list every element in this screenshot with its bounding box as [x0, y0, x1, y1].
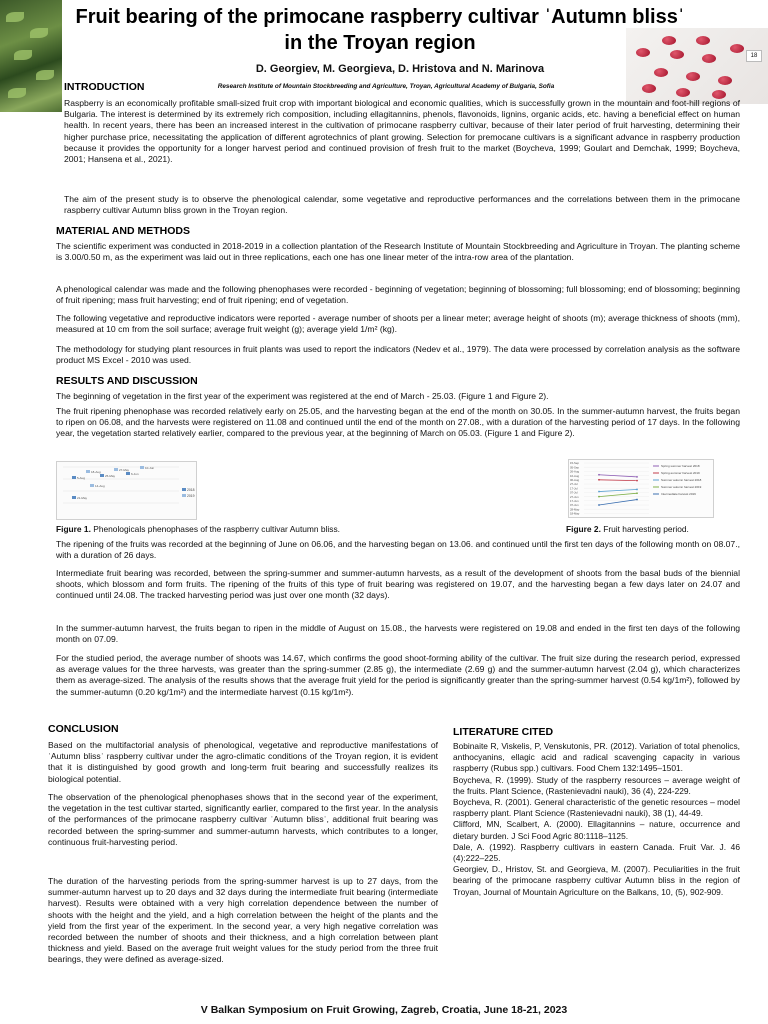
results-paragraph-6: For the studied period, the average number of shoots was 14.67, which confirms the good shoot-forming ability of the cultivar. The fruit size during the research period, expressed as average values for the three harvests, was greater than the spring-summer (2.85 g), the intermediate (2.69 g) and the summer-autumn harvest (2.04 g), which characterizes them as average-sized. The analysis of the results shows that the average fruit yield for the period is significantly greater than the spring-summer harvest (0.54 kg/1m²), followed by the summer-autumn (0.20 kg/1m²) and the intermediate harvest (0.15 kg/1m²).: [56, 653, 740, 697]
harvest-point: [636, 480, 638, 482]
methods-paragraph-3: The following vegetative and reproductive indicators were reported - average number of shoots per a linear meter; average height of shoots (m); average thickness of shoots (mm), measured at 10 cm from the soil surface; average fruit weight (g); average yield 1/m² (kg).: [56, 313, 740, 335]
reference-item: Clifford, MN, Scalbert, A. (2000). Ellagitannins – nature, occurrence and dietary burden. J Sci Food Agric 80:1118–1125.: [453, 819, 740, 841]
harvest-point: [598, 496, 600, 498]
conclusion-paragraph-1: Based on the multifactorial analysis of phenological, vegetative and reproductive manifestations of ˈAutumn blissˈ raspberry cultivar under the agro-climatic conditions of the Troyan region, it is evident that it is distinguished by good growth and long-term fruit bearing and successfully realizes its biological potential.: [48, 740, 438, 784]
figure-2-svg: [569, 460, 713, 517]
phenophase-label: 21-May: [77, 496, 88, 500]
introduction-paragraph-2: The aim of the present study is to observe the phenological calendar, some vegetative and reproductive performances and the correlations between them in the primocane raspberry cultivar Autumn bliss grown in the Troyan region.: [64, 194, 740, 216]
conference-footer: V Balkan Symposium on Fruit Growing, Zagreb, Croatia, June 18-21, 2023: [200, 1004, 568, 1016]
methods-paragraph-2: A phenological calendar was made and the following phenophases were recorded - beginning of vegetation; beginning of blossoming; full blossoming; end of blossoming; beginning of fruit ripening; mass fruit harvesting; end of fruit ripening; end of vegetation.: [56, 284, 740, 306]
phenophase-label: 14-Aug: [95, 484, 105, 488]
y-tick-label: 05-Sep: [570, 465, 580, 470]
y-tick-label: 06-Aug: [570, 478, 580, 482]
phenophase-marker: [140, 466, 144, 469]
figure-1-caption: [56, 524, 340, 534]
legend-swatch-2019: [182, 494, 186, 497]
results-paragraph-4: Intermediate fruit bearing was recorded, between the spring-summer and summer-autumn harvests, as a result of the development of shoots from the basal buds of the biennial shoots, which blossom and form fruits. The ripening of the fruits of this type of fruit bearing was registered on 19.07, and the harvesting began a few days later on 24.07 and continued until 24.08. The tracked harvesting period was just over one month (32 days).: [56, 568, 740, 601]
y-tick-label: 28-May: [570, 507, 580, 512]
literature-list: [453, 741, 740, 898]
phenophase-marker: [100, 474, 104, 477]
conclusion-paragraph-3: The duration of the harvesting periods from the spring-summer harvest is up to 27 days, from the summer-autumn harvest up to 20 days and 32 days during the intermediate fruit bearing (intermediate harvest). Results were obtained with a very high correlation dependence between the number of shoots with the height and the yield, and a high correlation between the height of the plants and the yield from the first year of the experiment. In the second year, a very high negative correlation was recorded between the number of shoots and their thickness, and a high correlation between plant thickness and yield. Based on the average fruit weight values for the study period from the three fruit bearings, they were defined as average-sized.: [48, 876, 438, 965]
y-tick-label: 15-Sep: [570, 461, 580, 466]
results-heading: RESULTS AND DISCUSSION: [56, 375, 198, 387]
y-tick-label: 18-May: [570, 511, 580, 516]
legend-swatch-2018: [182, 488, 186, 491]
reference-item: Dale, A. (1992). Raspberry cultivars in eastern Canada. Fruit Var. J. 46 (4):222–225.: [453, 841, 740, 864]
phenophase-label: 6-Jun: [131, 472, 139, 476]
legend-2018: 2018: [187, 488, 195, 492]
harvest-point: [636, 476, 638, 478]
conclusion-heading: CONCLUSION: [48, 723, 119, 735]
legend-2019: 2019: [187, 494, 195, 498]
results-paragraph-2: The fruit ripening phenophase was recorded relatively early on 25.05, and the harvesting began at the end of the month on 30.05. In the summer-autumn harvest, the fruits began to ripen on 06.08, and the harvests were registered on 11.08 and continued until the end of the month on 27.08., with a duration of the harvesting period of 17 days. In the following year, the vegetation started relatively earlier, compared to the previous year, at the beginning of March on 05.03. (Figure 1 and Figure 2).: [56, 406, 740, 439]
harvest-point: [598, 474, 600, 476]
phenophase-marker: [126, 472, 130, 475]
y-tick-label: 17-Jul: [570, 486, 578, 491]
phenophase-marker: [72, 476, 76, 479]
y-tick-label: 07-Jun: [570, 503, 579, 508]
reference-item: Bobinaite R, Viskelis, P, Venskutonis, PR. (2012). Variation of total phenolics, anthocyanins, ellagic acid and radical scavenging capacity in various raspberry (Rubus spp.) cultivars. Food Chem 132:1495–1501.: [453, 741, 740, 774]
figure-1-svg: [57, 462, 196, 519]
methods-heading: MATERIAL AND METHODS: [56, 225, 190, 237]
introduction-paragraph-1: Raspberry is an economically profitable small-sized fruit crop with important biological and economic qualities, which is successfully grown in the mountain and foot-hill regions of Bulgaria. The interest is determined by its extremely rich composition, including ellagitannins, phenols, flavonoids, lignins, organic acids, etc. having a beneficial effect on human health. In recent years, there has been an increased interest in the cultivation of primocane raspberry cultivar, because of their later period of fruit harvesting, determining their higher purchase price, necessitating the application of different agrotechnics of plant growing. Selection for premocane cultivars is a significant advance in raspberry production because it provides the opportunity for a longer harvest period and continued provision of fresh fruit to the market (Boycheva, 1999; Goulart and Demchak, 1999; Boycheva, 2001; Hansena et al., 2021).: [64, 98, 740, 165]
figure-1-label: Figure 1.: [56, 524, 91, 534]
poster-title: Fruit bearing of the primocane raspberry cultivar ˈAutumn blissˈ in the Troyan region: [75, 6, 685, 54]
plant-photo: [0, 0, 62, 112]
harvest-point: [636, 499, 638, 501]
phenophase-marker: [72, 496, 76, 499]
harvest-point: [598, 479, 600, 481]
authors: D. Georgiev, M. Georgieva, D. Hristova and N. Marinova: [255, 63, 545, 75]
literature-heading: LITERATURE CITED: [453, 726, 554, 738]
y-tick-label: 26-Aug: [570, 469, 580, 474]
y-tick-label: 27-Jun: [570, 494, 579, 499]
phenophase-marker: [90, 484, 94, 487]
figure-2-caption: [566, 524, 689, 534]
phenophase-label: 18-Aug: [91, 470, 101, 474]
legend-entry: Spring-summer harvest 2019: [661, 471, 700, 475]
phenophase-marker: [114, 468, 118, 471]
legend-entry: Intermediate harvest 2019: [661, 492, 696, 496]
photo-scale-tag: 18: [746, 50, 762, 62]
phenophase-marker: [86, 470, 90, 473]
harvest-point: [636, 489, 638, 491]
harvest-point: [598, 504, 600, 506]
y-tick-label: 07-Jul: [570, 490, 578, 495]
legend-entry: Summer autumn harvest 2019: [661, 485, 702, 489]
methods-paragraph-1: The scientific experiment was conducted in 2018-2019 in a collection plantation of the Research Institute of Mountain Stockbreeding and Agriculture in Troyan. The planting scheme is 3.00/0.50 m, as the experiment was laid out in three replications, each one has one linear meter of the intra-row area of the plantation.: [56, 241, 740, 263]
figure-1-caption-text: Phenologicals phenophases of the raspberry cultivar Autumn bliss.: [90, 524, 340, 534]
harvest-point: [636, 492, 638, 494]
figure-1-phenophases-chart: [56, 461, 197, 520]
results-paragraph-3: The ripening of the fruits was recorded at the beginning of June on 06.06, and the harvesting began on 13.06. and continued until the first ten days of the following month on 08.07., with a duration of 26 days.: [56, 539, 740, 561]
reference-item: Georgiev, D., Hristov, St. and Georgieva, M. (2007). Peculiarities in the fruit bearing of the primocane raspberry cultivar Autumn bliss in the region of Troyan, Journal of Mountain Agriculture on the Balkans, 10, (5), 902-909.: [453, 864, 740, 897]
introduction-heading: INTRODUCTION: [64, 81, 145, 93]
conclusion-paragraph-2: The observation of the phenological phenophases shows that in the second year of the experiment, the vegetation in the test cultivar started, significantly earlier, compared to the first year. In the analysis of the performances of the primocane raspberry cultivar ˈAutumn blissˈ, additional fruit bearing was recorded between the spring-summer and summer-autumn harvests, which contributes to a longer, continuous fruit-harvesting period.: [48, 792, 438, 847]
harvest-point: [598, 491, 600, 493]
reference-item: Boycheva, R. (1999). Study of the raspberry resources – average weight of the fruits. Plant Science, (Rastenievadni nauki), 36 (4), 224-229.: [453, 774, 740, 796]
legend-entry: Summer autumn harvest 2018: [661, 478, 702, 482]
results-paragraph-1: The beginning of vegetation in the first year of the experiment was registered at the end of March - 25.03. (Figure 1 and Figure 2).: [56, 391, 549, 401]
phenophase-label: 5-Aug: [77, 476, 86, 480]
legend-entry: Spring summer harvest 2018: [661, 464, 700, 468]
figure-2-label: Figure 2.: [566, 524, 601, 534]
phenophase-label: 25-May: [105, 474, 116, 478]
y-tick-label: 16-Aug: [570, 473, 580, 478]
y-tick-label: 27-Jul: [570, 482, 578, 487]
affiliation: Research Institute of Mountain Stockbreeding and Agriculture, Troyan, Agricultural Academy of Bulgaria, Sofia: [217, 83, 555, 90]
y-tick-label: 17-Jun: [570, 499, 579, 503]
methods-paragraph-4: The methodology for studying plant resources in fruit plants was used to report the indicators (Nedev et al., 1979). The data were processed by correlation analysis as the software product MS Excel - 2010 was used.: [56, 344, 740, 366]
figure-2-caption-text: Fruit harvesting period.: [600, 524, 689, 534]
results-paragraph-5: In the summer-autumn harvest, the fruits began to ripen in the middle of August on 15.08., the harvests were registered on 19.08 and ended in the first ten days of the following month on 07.09.: [56, 623, 740, 645]
phenophase-label: 10-Jun: [145, 466, 155, 470]
figure-2-harvest-chart: [568, 459, 714, 518]
reference-item: Boycheva, R. (2001). General characteristic of the genetic resources – model raspberry plant. Plant Science (Rastenievadni nauki), 38 (1), 44-49.: [453, 797, 740, 819]
phenophase-label: 27-May: [119, 468, 130, 472]
